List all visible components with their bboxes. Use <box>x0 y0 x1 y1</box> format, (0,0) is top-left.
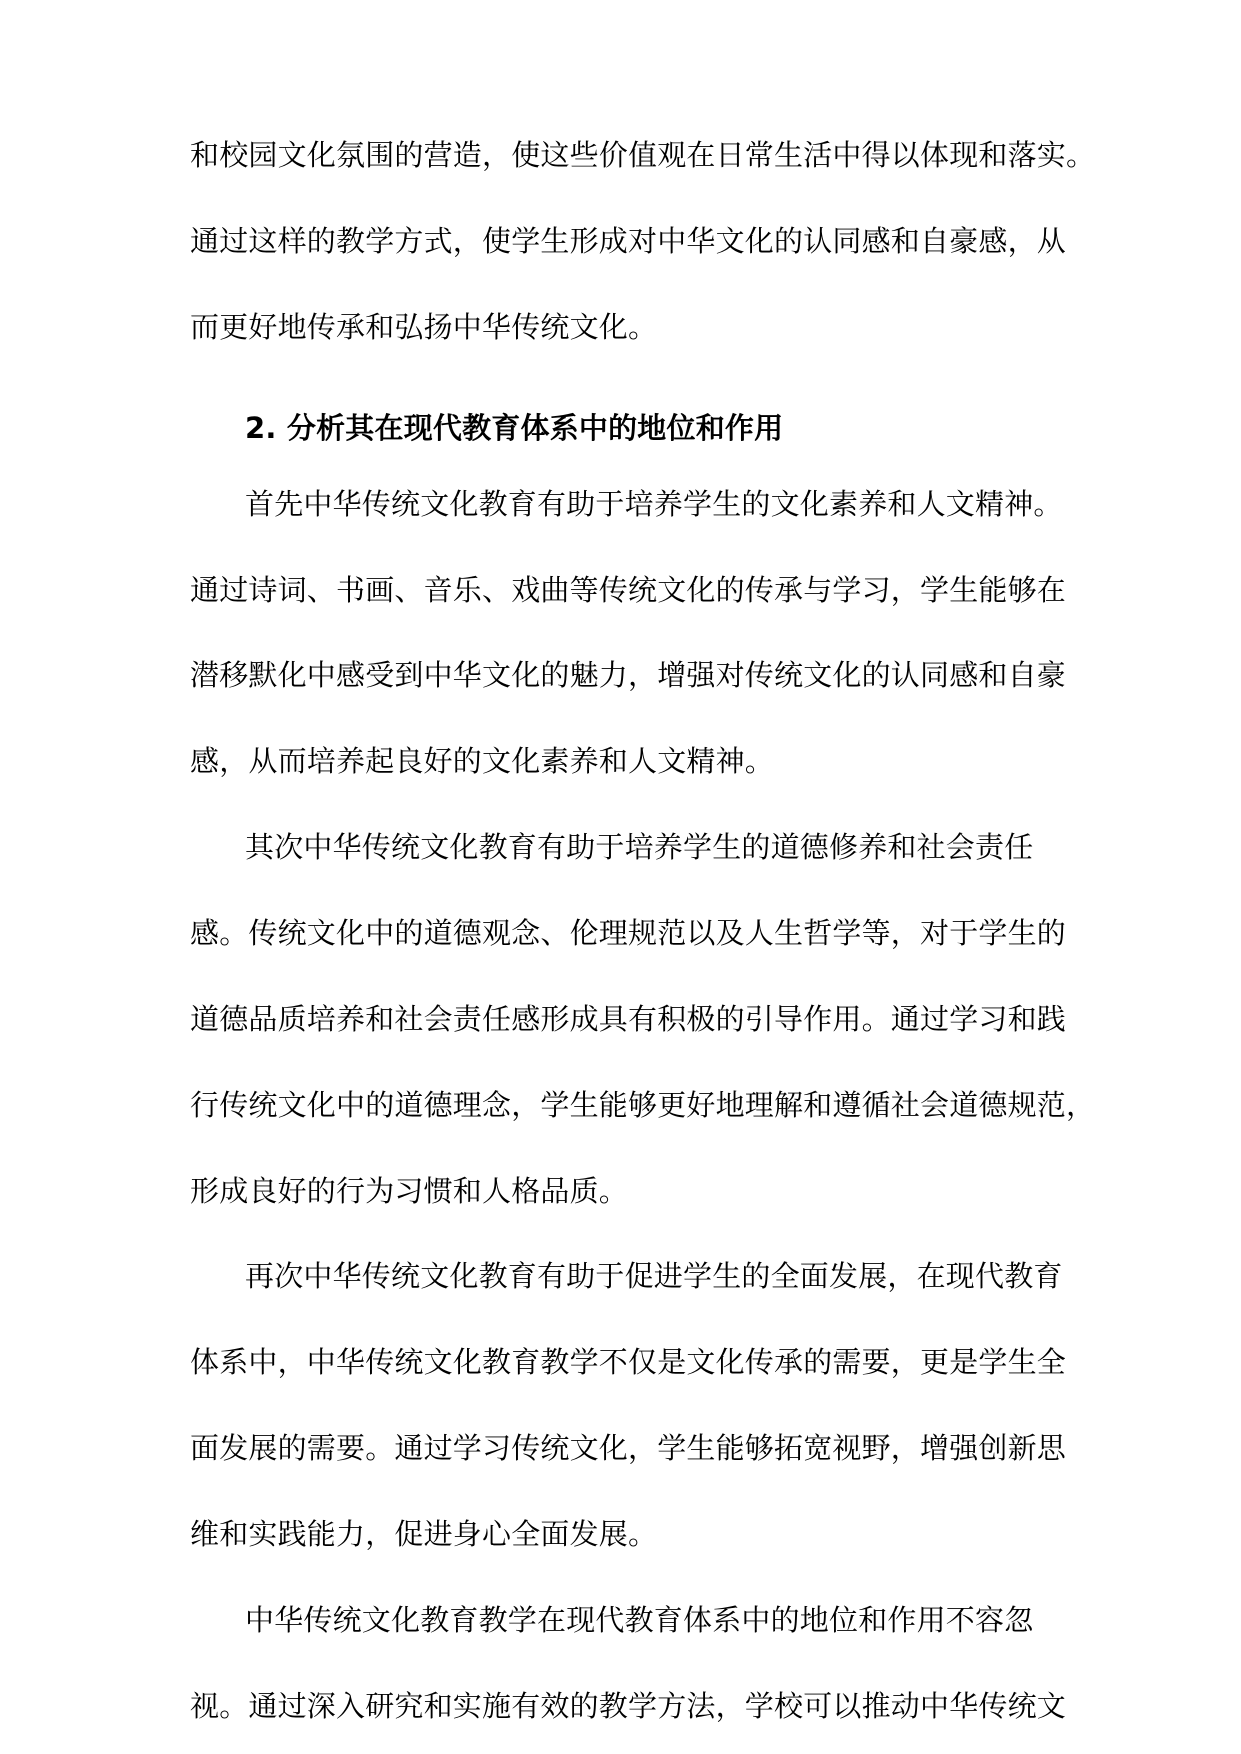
paragraph-line: 行传统文化中的道德理念，学生能够更好地理解和遵循社会道德规范， <box>190 1088 1096 1122</box>
paragraph-line: 面发展的需要。通过学习传统文化，学生能够拓宽视野，增强创新思 <box>190 1431 1067 1465</box>
paragraph-line: 其次中华传统文化教育有助于培养学生的道德修养和社会责任 <box>245 830 1034 864</box>
paragraph-line: 而更好地传承和弘扬中华传统文化。 <box>190 310 658 344</box>
paragraph-line: 感，从而培养起良好的文化素养和人文精神。 <box>190 744 775 778</box>
paragraph-line: 潜移默化中感受到中华文化的魅力，增强对传统文化的认同感和自豪 <box>190 658 1067 692</box>
paragraph-line: 通过诗词、书画、音乐、戏曲等传统文化的传承与学习，学生能够在 <box>190 573 1067 607</box>
paragraph-line: 体系中，中华传统文化教育教学不仅是文化传承的需要，更是学生全 <box>190 1345 1067 1379</box>
paragraph-line: 中华传统文化教育教学在现代教育体系中的地位和作用不容忽 <box>245 1603 1034 1637</box>
paragraph-line: 形成良好的行为习惯和人格品质。 <box>190 1174 629 1208</box>
paragraph-line: 视。通过深入研究和实施有效的教学方法，学校可以推动中华传统文 <box>190 1689 1067 1723</box>
paragraph-line: 道德品质培养和社会责任感形成具有积极的引导作用。通过学习和践 <box>190 1002 1067 1036</box>
paragraph-line: 维和实践能力，促进身心全面发展。 <box>190 1517 658 1551</box>
paragraph-line: 再次中华传统文化教育有助于促进学生的全面发展，在现代教育 <box>245 1259 1063 1293</box>
section-heading: 2. 分析其在现代教育体系中的地位和作用 <box>245 411 784 445</box>
paragraph-line: 首先中华传统文化教育有助于培养学生的文化素养和人文精神。 <box>245 487 1063 521</box>
paragraph-line: 通过这样的教学方式，使学生形成对中华文化的认同感和自豪感，从 <box>190 224 1067 258</box>
paragraph-line: 和校园文化氛围的营造，使这些价值观在日常生活中得以体现和落实。 <box>190 138 1096 172</box>
paragraph-line: 感。传统文化中的道德观念、伦理规范以及人生哲学等，对于学生的 <box>190 916 1067 950</box>
